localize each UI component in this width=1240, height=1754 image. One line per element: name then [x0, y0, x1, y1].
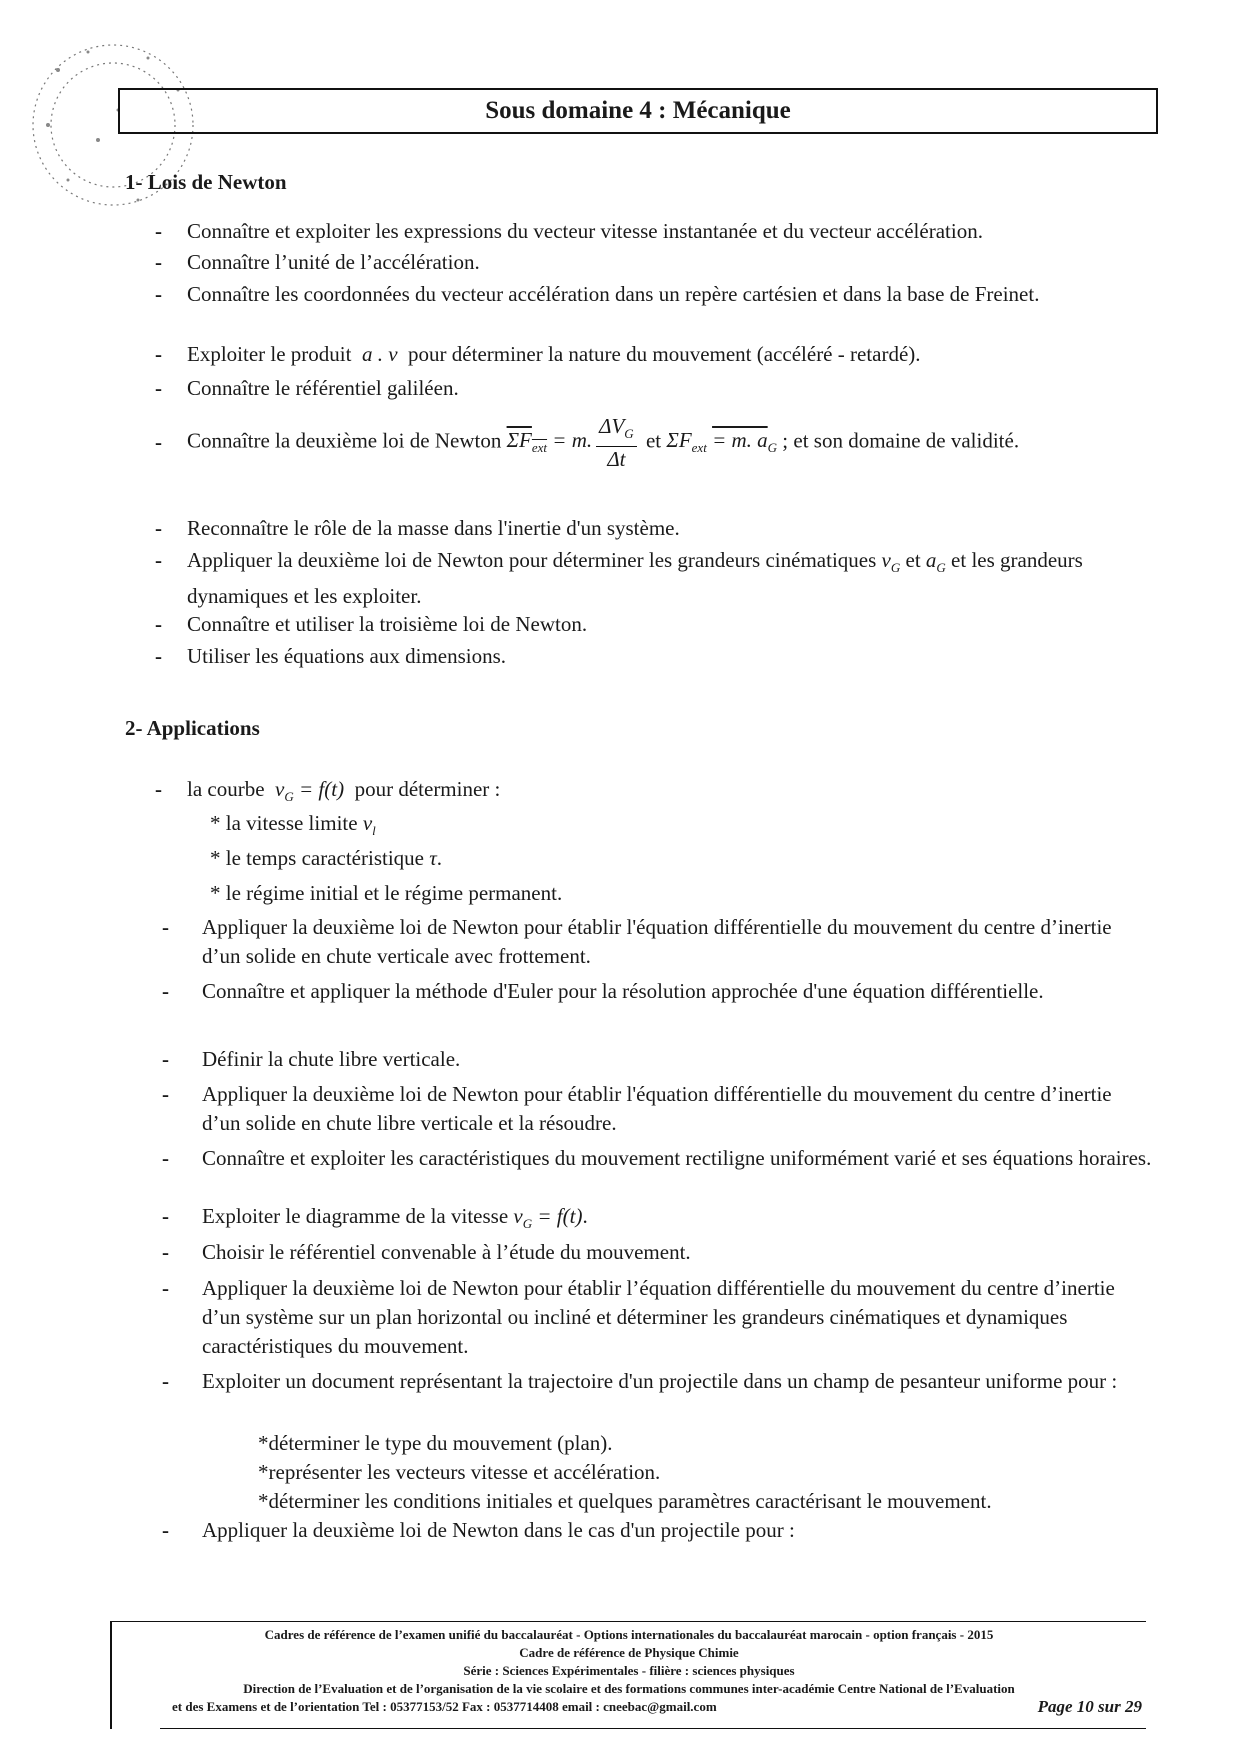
list-item: - Utiliser les équations aux dimensions.: [155, 644, 507, 668]
section2-heading: 2- Applications: [125, 716, 260, 740]
list-item: - Connaître et exploiter les caractéristiques du mouvement rectiligne uniformément varié et ses équations horaires.: [162, 1146, 1152, 1170]
list-item: * le temps caractéristique τ.: [210, 846, 443, 870]
list-item: - Appliquer la deuxième loi de Newton pour établir l'équation différentielle du mouvement du centre d’inertie d’un solide en chute verticale avec frottement.: [162, 915, 1112, 968]
list-item: - Connaître et exploiter les expressions du vecteur vitesse instantanée et du vecteur accélération.: [155, 219, 983, 243]
list-item: - Appliquer la deuxième loi de Newton pour établir l’équation différentielle du mouvement du centre d’inertie d’un système sur un plan horizontal ou incliné et déterminer les grandeurs cinématiques et dynamiques caractéristiques du mouvement.: [162, 1276, 1115, 1358]
list-item: - Connaître les coordonnées du vecteur accélération dans un repère cartésien et dans la base de Freinet.: [155, 282, 1040, 306]
footer-divider: [160, 1728, 1146, 1729]
list-item: - Connaître l’unité de l’accélération.: [155, 250, 480, 274]
list-item: - Exploiter le diagramme de la vitesse $v_G = f(t)$.: [162, 1204, 588, 1231]
newton-law-formula: $\overline{\Sigma F}_{\overline{ext}} = m$. $\frac{\Delta V_G}{\Delta t}$: [507, 428, 646, 452]
velocity-diagram-formula: $v_G = f(t)$: [513, 1204, 583, 1231]
list-item: - Connaître la deuxième loi de Newton $\overline{\Sigma F}_{\overline{ext}} = m$. $\frac{\Delta V_G}{\Delta t}$ et $\Sigma F_{ext} = m$. $a_G$ ; et son domaine de validité.: [155, 414, 1020, 471]
section2-list: [0, 775, 1240, 1545]
list-item: - Appliquer la deuxième loi de Newton pour établir l'équation différentielle du mouvement du centre d’inertie d’un solide en chute libre verticale et la résoudre.: [162, 1082, 1112, 1135]
newton-law-formula-2: $\Sigma F_{ext} = m$. $a_G$: [666, 428, 778, 456]
list-item: * la vitesse limite $v_l$: [210, 811, 376, 838]
list-item: - Choisir le référentiel convenable à l’étude du mouvement.: [162, 1240, 691, 1264]
list-item: - Appliquer la deuxième loi de Newton pour déterminer les grandeurs cinématiques $v_G$ et $a_G$ et les grandeurs dynamiques et les exploiter.: [155, 548, 1083, 608]
list-item: - Appliquer la deuxième loi de Newton dans le cas d'un projectile pour :: [162, 1518, 795, 1542]
list-item: *représenter les vecteurs vitesse et accélération.: [258, 1460, 661, 1484]
list-item: - Exploiter le produit a . v pour déterminer la nature du mouvement (accéléré - retardé).: [155, 342, 921, 366]
list-item: - Reconnaître le rôle de la masse dans l'inertie d'un système.: [155, 516, 680, 540]
list-item: *déterminer les conditions initiales et quelques paramètres caractérisant le mouvement.: [258, 1489, 992, 1513]
list-item: - Connaître le référentiel galiléen.: [155, 376, 459, 400]
velocity-curve-formula: $v_G = f(t)$: [275, 777, 345, 804]
list-item: *déterminer le type du mouvement (plan).: [258, 1431, 613, 1455]
page-title: Sous domaine 4 : Mécanique: [485, 97, 791, 124]
section-title-box: [118, 88, 1158, 134]
section1-list: [0, 217, 1240, 674]
page-footer: Cadres de référence de l’examen unifié du baccalauréat - Options internationales du baccalauréat marocain - option français - 2015 Cadre de référence de Physique Chimie Série : Sciences Expérimentales - filière : sciences physiques Direction de l’Evaluation et de l’organisation de la vie scolaire et des formations communes inter-académie Centre National de l’Evaluation et des Examens et de l’orientation Tel : 05377153/52 Fax : 0537714408 email : cneebac@gmail.com Page 10 sur 29: [110, 1621, 1146, 1729]
page-number: Page 10 sur 29: [1037, 1697, 1142, 1716]
dot-product-formula: a . v: [361, 342, 398, 366]
list-item: - Définir la chute libre verticale.: [162, 1047, 461, 1071]
section1-heading: 1- Lois de Newton: [125, 170, 287, 194]
list-item: * le régime initial et le régime permanent.: [210, 881, 563, 905]
list-item: - Exploiter un document représentant la trajectoire d'un projectile dans un champ de pesanteur uniforme pour :: [162, 1369, 1118, 1393]
list-item: - Connaître et utiliser la troisième loi de Newton.: [155, 612, 588, 636]
list-item: - la courbe $v_G = f(t)$ pour déterminer :: [155, 777, 501, 804]
list-item: - Connaître et appliquer la méthode d'Euler pour la résolution approchée d'une équation différentielle.: [162, 979, 1044, 1003]
